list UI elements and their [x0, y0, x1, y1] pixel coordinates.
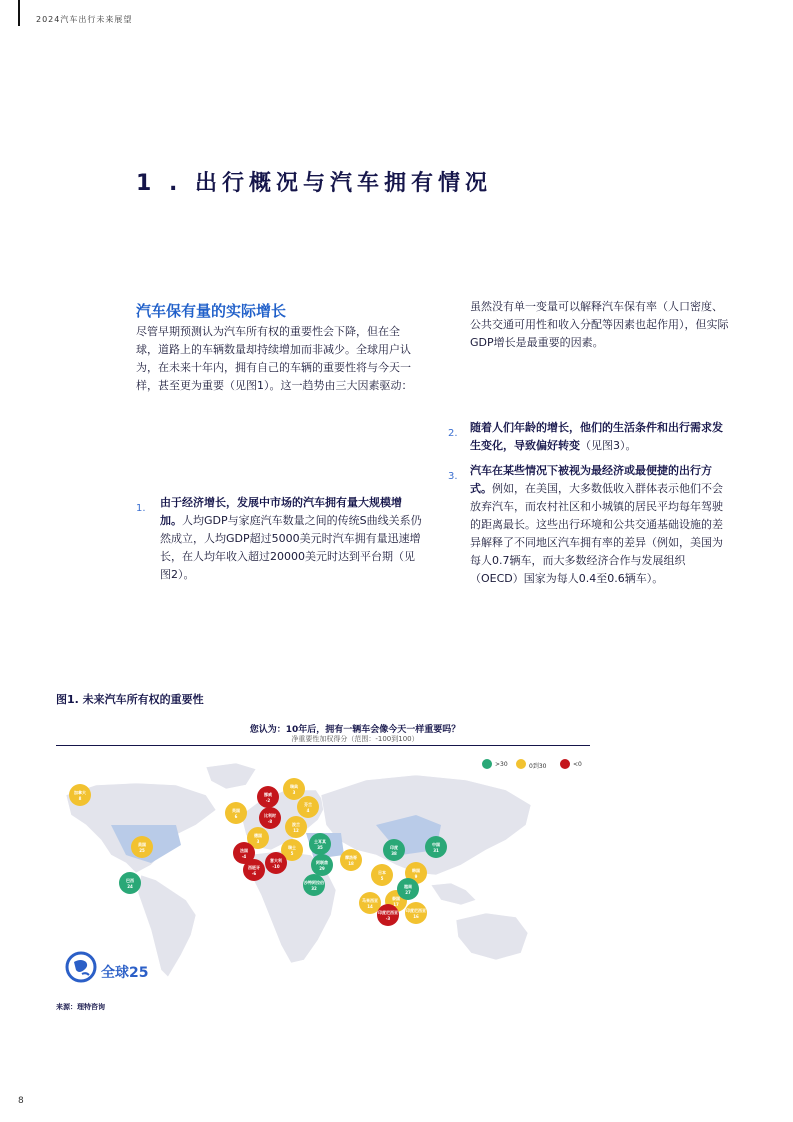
market-name-label: 沙特阿拉伯 [304, 880, 324, 885]
chart-rule [56, 745, 590, 746]
market-name-label: 中国 [432, 842, 440, 847]
market-value-label: 18 [348, 861, 354, 866]
market-name-label: 美国 [138, 842, 146, 847]
list-item-text: （见图3）。 [580, 439, 637, 452]
market-value-label: 32 [311, 886, 317, 891]
intro-paragraph: 尽管早期预测认为汽车所有权的重要性会下降，但在全球，道路上的车辆数量却持续增加而非减少。全球用户认为，在未来十年内，拥有自己的车辆的重要性将与今天一样，甚至更为重要（见图1）。这一趋势由三大因素驱动： [136, 325, 413, 392]
market-name-label: 越南 [404, 884, 412, 889]
market-value-label: 38 [391, 851, 397, 856]
section-title: 汽车保有量的实际增长 [136, 302, 287, 320]
legend-label-mid: 0到30 [529, 763, 547, 770]
market-value-label: -4 [241, 854, 247, 859]
market-name-label: 印度尼西亚 [378, 910, 398, 915]
market-name-label: 法国 [240, 848, 248, 853]
market-value-label: -10 [272, 864, 280, 869]
market-name-label: 韩国 [412, 868, 420, 873]
market-name-label: 加拿大 [74, 790, 86, 795]
market-value-label: 9 [414, 874, 418, 879]
market-value-label: 12 [293, 828, 299, 833]
list-item-text: 例如，在美国，大多数低收入群体表示他们不会放弃汽车，而农村社区和小城镇的居民平均每年驾驶的距离最长。这些出行环境和公共交通基础设施的差异解释了不同地区汽车拥有率的差异（例如，美国为每人0.7辆车，而大多数经济合作与发展组织（OECD）国家为每人0.4至0.6辆车）。 [470, 482, 723, 585]
market-bubble [383, 839, 405, 861]
market-name-label: 芬兰 [304, 802, 312, 807]
market-name-label: 泰国 [392, 896, 400, 901]
market-value-label: 4 [306, 808, 310, 813]
market-bubble [397, 878, 419, 900]
market-name-label: 土耳其 [314, 839, 326, 844]
market-value-label: -3 [385, 916, 391, 921]
market-value-label: 16 [413, 914, 419, 919]
market-value-label: 24 [127, 884, 133, 889]
market-bubble [283, 778, 305, 800]
market-value-label: 6 [234, 814, 238, 819]
market-value-label: -2 [265, 798, 271, 803]
list-number-3 [448, 464, 466, 483]
market-bubble [131, 836, 153, 858]
market-bubble [425, 836, 447, 858]
market-value-label: 25 [139, 848, 145, 853]
market-name-label: 英国 [232, 808, 240, 813]
market-value-label: -6 [251, 871, 257, 876]
market-name-label: 马来西亚 [362, 898, 378, 903]
market-value-label: 35 [317, 845, 323, 850]
market-bubble [303, 874, 325, 896]
list-number: 1. [136, 503, 146, 514]
list-number: 3. [448, 471, 458, 482]
market-value-label: 14 [367, 904, 373, 909]
market-name-label: 西班牙 [248, 865, 260, 870]
market-name-label: 日本 [378, 870, 386, 875]
page-number: 8 [18, 1096, 24, 1106]
market-value-label: 5 [380, 876, 384, 881]
market-value-label: -8 [267, 819, 273, 824]
market-bubble [243, 859, 265, 881]
market-bubble [297, 796, 319, 818]
figure-title: 图1. 未来汽车所有权的重要性 [56, 693, 204, 706]
market-name-label: 波兰 [292, 822, 300, 827]
market-value-label: 8 [78, 796, 82, 801]
figure-source: 来源：理特咨询 [56, 1003, 105, 1011]
legend-label-high: >30 [495, 761, 508, 768]
market-bubble [285, 816, 307, 838]
right-intro-paragraph: 虽然没有单一变量可以解释汽车保有率（人口密度、公共交通可用性和收入分配等因素也起作用），但实际GDP增长是最重要的因素。 [470, 300, 729, 349]
market-name-label: 瑞典 [290, 784, 298, 789]
header-rule [18, 0, 20, 26]
market-bubble [340, 849, 362, 871]
chapter-title: 1 . 出行概况与汽车拥有情况 [136, 171, 492, 196]
world-map [56, 755, 596, 990]
chart-question: 您认为：10年后，拥有一辆车会像今天一样重要吗？ [249, 725, 461, 735]
market-name-label: 摩洛哥 [345, 855, 357, 860]
market-value-label: 5 [290, 851, 294, 856]
market-name-label: 印度尼西亚 [406, 908, 426, 913]
market-bubble [257, 786, 279, 808]
list-number-1 [136, 496, 154, 515]
market-name-label: 意大利 [270, 858, 282, 863]
market-bubble [259, 807, 281, 829]
list-number: 2. [448, 428, 458, 439]
market-bubble [265, 852, 287, 874]
market-value-label: 29 [319, 866, 325, 871]
market-name-label: 比利时 [264, 813, 276, 818]
market-bubble [225, 802, 247, 824]
market-name-label: 阿联酋 [316, 860, 328, 865]
market-value-label: 27 [405, 890, 411, 895]
list-number-2 [448, 421, 466, 440]
market-name-label: 挪威 [264, 792, 272, 797]
market-name-label: 巴西 [126, 878, 134, 883]
market-value-label: 3 [256, 839, 260, 844]
market-bubble [377, 904, 399, 926]
list-item-text: 人均GDP与家庭汽车数量之间的传统S曲线关系仍然成立，人均GDP超过5000美元时汽车拥有量迅速增长，在人均年收入超过20000美元时达到平台期（见图2）。 [160, 514, 422, 581]
market-value-label: 17 [393, 902, 399, 907]
market-name-label: 德国 [254, 833, 262, 838]
market-bubble [119, 872, 141, 894]
list-item-bold: 随着人们年龄的增长，他们的生活条件和出行需求发生变化，导致偏好转变 [470, 421, 723, 452]
market-bubble [69, 784, 91, 806]
market-value-label: 3 [292, 790, 296, 795]
market-name-label: 印度 [390, 845, 398, 850]
market-bubble [311, 854, 333, 876]
globe-logo-icon [64, 950, 98, 984]
market-name-label: 瑞士 [288, 845, 296, 850]
market-bubble [309, 833, 331, 855]
list-item-2 [470, 419, 732, 455]
market-bubble [371, 864, 393, 886]
market-value-label: 31 [433, 848, 439, 853]
list-item-3 [470, 462, 732, 588]
market-bubble [405, 902, 427, 924]
chart-subtitle: 净重要性加权得分（范围：-100到100） [291, 735, 419, 743]
list-item-1 [160, 494, 422, 584]
list-item-bold: 汽车在某些情况下被视为最经济或最便捷的出行方式。 [470, 464, 712, 495]
running-header: 2024汽车出行未来展望 [36, 15, 133, 24]
logo-text: 全球25 [101, 965, 149, 981]
legend-label-low: <0 [573, 761, 582, 768]
list-item-bold: 由于经济增长，发展中市场的汽车拥有量大规模增加。 [160, 496, 402, 527]
